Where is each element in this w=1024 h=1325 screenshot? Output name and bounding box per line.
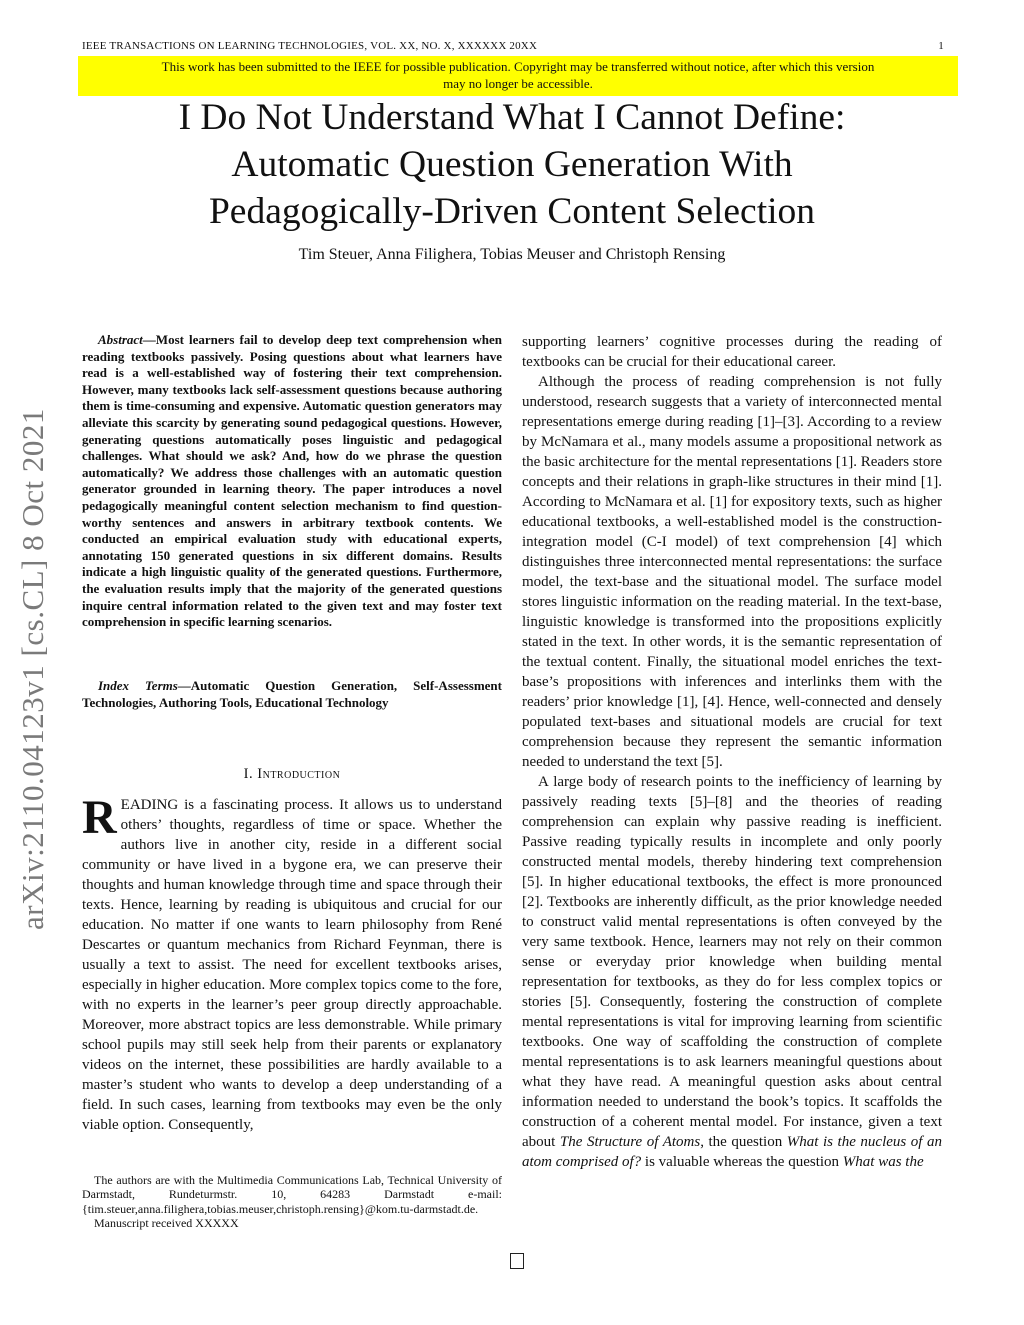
section-number: I. — [243, 766, 254, 782]
right-column — [522, 332, 942, 1172]
abstract — [82, 332, 502, 631]
para3-text-c: is valuable whereas the question — [641, 1154, 843, 1170]
index-terms-label: Index Terms — [98, 678, 178, 693]
notice-line-2: may no longer be accessible. — [443, 76, 593, 91]
para3-italic-1: The Structure of Atoms — [559, 1134, 701, 1150]
notice-line-1: This work has been submitted to the IEEE for possible publication. Copyright may be transferred without notice, after which this version — [161, 59, 875, 74]
right-paragraph-1: supporting learners’ cognitive processes during the reading of textbooks can be crucial for their educational career. — [522, 334, 942, 370]
section-heading — [82, 766, 502, 783]
dropcap: R — [82, 791, 117, 844]
para3-italic-3: What was the — [842, 1154, 924, 1170]
footnote — [82, 1173, 502, 1231]
running-header — [82, 40, 944, 52]
paper-title — [60, 94, 964, 235]
arxiv-stamp: arXiv:2110.04123v1 [cs.CL] 8 Oct 2021 — [15, 408, 50, 930]
introduction-text — [82, 791, 502, 1135]
para3-text-b: , the question — [700, 1134, 787, 1150]
journal-running-head: IEEE TRANSACTIONS ON LEARNING TECHNOLOGIES, VOL. XX, NO. X, XXXXXX 20XX — [82, 40, 538, 52]
para3-italic-2: What is the nucleus of an atom comprised of? — [522, 1134, 943, 1170]
title-line-1: I Do Not Understand What I Cannot Define: — [178, 97, 846, 138]
index-terms-text: —Automatic Question Generation, Self-Assessment Technologies, Authoring Tools, Educational Technology — [82, 678, 502, 710]
index-terms — [82, 678, 502, 711]
abstract-text: —Most learners fail to develop deep text comprehension when reading textbooks passively. Posing questions about what learners have read is a well-established way of fostering their text comprehension. However, many textbooks lack self-assessment questions because authoring them is time-consuming and expensive. Automatic question generators may alleviate this scarcity by generating sound pedagogical questions. However, generating questions automatically poses linguistic and pedagogical challenges. What should we ask? And, how do we phrase the question automatically? We address those challenges with an automatic question generator grounded in learning theory. The paper introduces a novel pedagogically meaningful content selection mechanism to find question-worthy sentences and answers in arbitrary textbook contents. We conducted an empirical evaluation study with educational experts, annotating 150 generated questions in six different domains. Results indicate a high linguistic quality of the generated questions. Furthermore, the evaluation results imply that the majority of the generated questions inquire central information related to the given text and may foster text comprehension in specific learning scenarios. — [82, 332, 502, 630]
right-paragraph-3 — [522, 772, 942, 1172]
footnote-received: Manuscript received XXXXX — [94, 1216, 239, 1231]
author-list: Tim Steuer, Anna Filighera, Tobias Meuser and Christoph Rensing — [298, 246, 726, 263]
right-paragraph-2: Although the process of reading comprehension is not fully understood, research suggests that a variety of interconnected mental representations emerge during reading [1]–[3]. According to a review by McNamara et al., many models assume a propositional network as the basic architecture for the mental representations [1]. Readers store concepts and their relations in graph-like structures in their mind [1]. According to McNamara et al. [1] for expository texts, such as higher educational textbooks, a well-established model is the construction-integration model (C-I model) of text comprehension [4] which distinguishes three interconnected mental representations: the surface model, the text-base and the situational model. The surface model stores linguistic information on the reading material. In the text-base, linguistic knowledge is transformed into the propositions explicitly stated in the text. In other words, it is the semantic representation of the textual content. Finally, the situational model enriches the text-base’s propositions with inferences and interlinks them with the readers’ prior knowledge [1], [4]. Hence, well-connected and densely populated text-bases and situational models are crucial for text comprehension because they represent the semantic information needed to understand the text [5]. — [522, 374, 942, 770]
para3-text-a: A large body of research points to the inefficiency of learning by passively reading texts [5]–[8] and the theories of reading comprehension can explain why passive reading is inefficient. Passive reading typically results in incomplete and only poorly constructed mental models, thereby hindering text comprehension [5]. In higher educational textbooks, the effect is more pronounced [2]. Textbooks are inherently difficult, as the prior knowledge needed to construct valid mental representations is often conveyed by the very same textbook. Hence, learners may not rely on their common sense or everyday prior knowledge when building mental representation for textbooks, as they do for less complex topics or stories [5]. Consequently, fostering the construction of complete mental representations is vital for improving learning from scientific textbooks. One way of scaffolding the construction of complete mental representations is to ask learners meaningful questions about what they have read. A meaningful question asks about central information needed to understand the book’s topics. It scaffolds the construction of a coherent mental model. For instance, given a text about — [522, 774, 942, 1150]
footnote-affiliation: The authors are with the Multimedia Communications Lab, Technical University of Darmstadt, Rundeturmstr. 10, 64283 Darmstadt e-mail: {tim.steuer,anna.filighera,tobias.meuser,christoph.rensing}@kom.tu-darmstadt.de. — [82, 1173, 502, 1216]
page-number: 1 — [938, 40, 944, 52]
title-line-3: Pedagogically-Driven Content Selection — [208, 191, 816, 232]
title-line-2: Automatic Question Generation With — [231, 144, 793, 185]
abstract-label: Abstract — [98, 332, 143, 347]
intro-paragraph-1: EADING is a fascinating process. It allows us to understand others’ thoughts, regardless of time or space. Whether the authors live in another city, reside in a different social community or have lived in a bygone era, we can preserve their thoughts and human knowledge through time and space through their texts. Hence, learning by reading is ubiquitous and crucial for our education. No matter if one wants to learn philosophy from René Descartes or quantum mechanics from Richard Feynman, there is usually a text to assist. The need for excellent textbooks arises, especially in higher education. More complex topics come to the fore, with no experts in the learner’s peer group directly approachable. Moreover, more abstract topics are less demonstrable. While primary school pupils may still seek help from their parents or explanatory videos on the internet, these possibilities are hardly available to a master’s student who wants to develop a deep understanding of a field. In such cases, learning from textbooks may even be the only viable option. Consequently, — [82, 797, 502, 1133]
section-title: Introduction — [257, 766, 341, 782]
copyright-notice — [78, 56, 958, 96]
page-marker-box — [510, 1253, 524, 1269]
